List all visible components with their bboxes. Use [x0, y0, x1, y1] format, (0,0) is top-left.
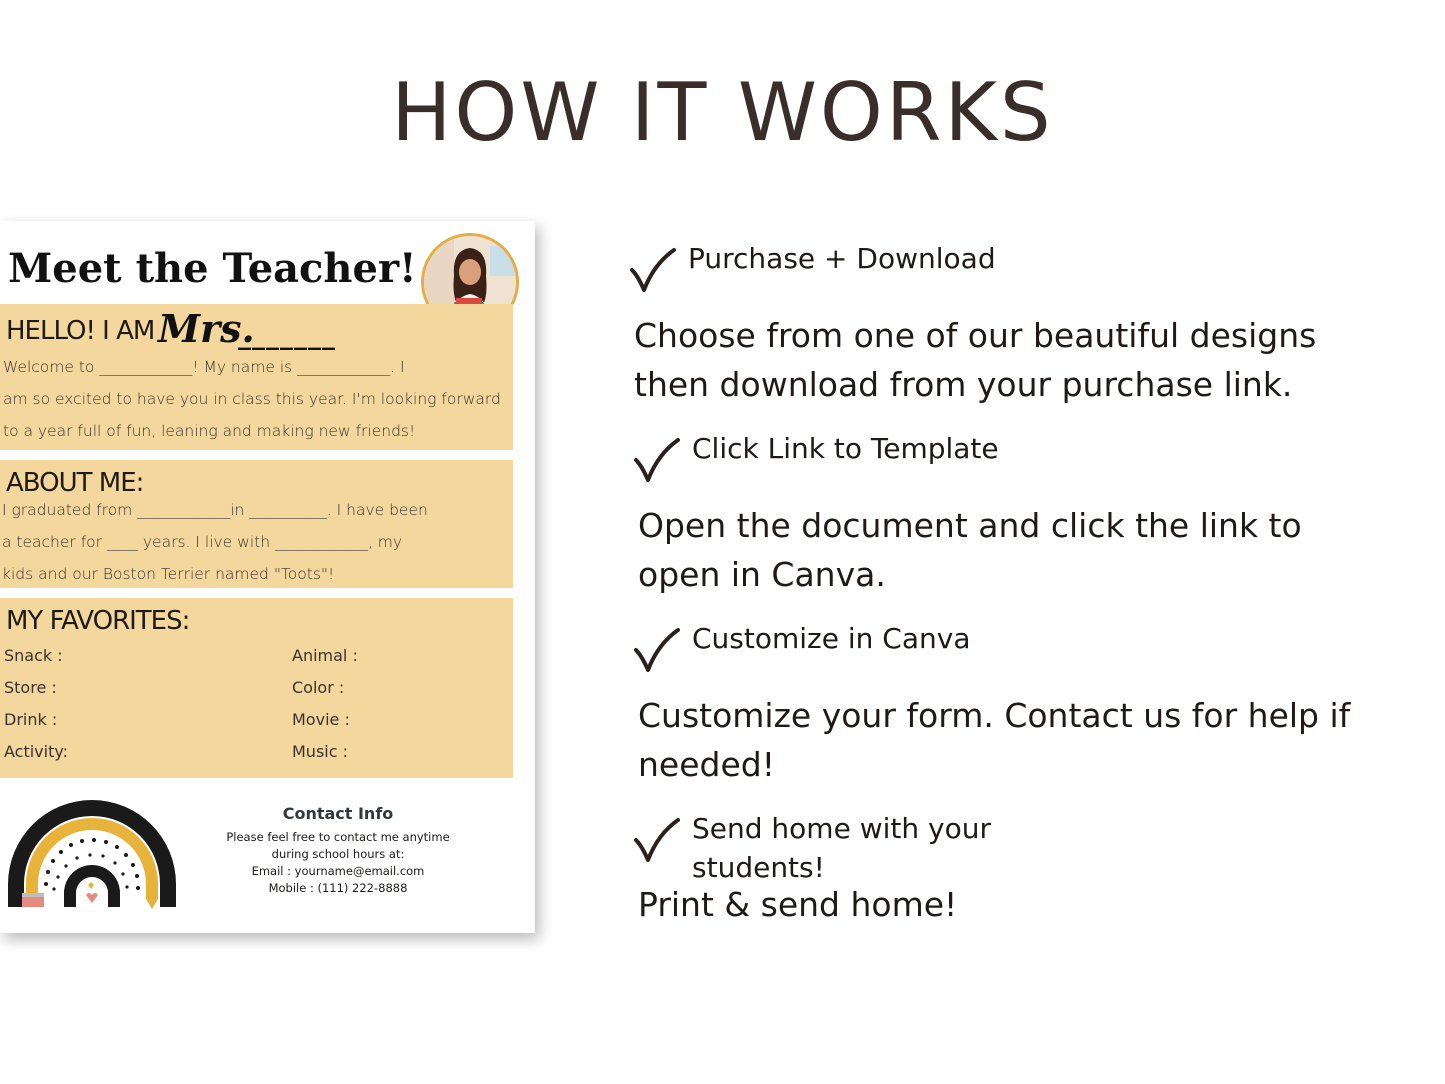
about-section: [0, 460, 513, 588]
name-blank: _______: [238, 321, 336, 351]
hello-line: am so excited to have you in class this year. I'm looking forward: [3, 390, 501, 408]
page-title: HOW IT WORKS: [391, 66, 1054, 159]
check-icon: [632, 816, 680, 864]
rainbow-pencil-illustration: [2, 789, 182, 914]
favorite-color: Color :: [292, 678, 345, 697]
check-icon: [632, 436, 680, 484]
contact-mobile: Mobile : (111) 222-8888: [268, 881, 408, 895]
step-4-title: Send home with your: [692, 812, 991, 845]
favorite-music: Music :: [292, 742, 348, 761]
favorite-store: Store :: [4, 678, 57, 697]
step-1-description: [634, 311, 1316, 409]
flyer-title: Meet the Teacher!: [8, 245, 417, 292]
step-4-desc-line: Print & send home!: [638, 885, 958, 924]
contact-line: Please feel free to contact me anytime: [226, 830, 450, 844]
about-line: a teacher for ____ years. I live with ____________, my: [2, 533, 403, 551]
step-2-description: [638, 501, 1302, 599]
step-3-description: [638, 691, 1350, 789]
favorite-animal: Animal :: [292, 646, 358, 665]
hello-line: to a year full of fun, leaning and making new friends!: [3, 422, 416, 440]
favorites-label: MY FAVORITES:: [6, 606, 190, 636]
step-2-desc-line: Open the document and click the link to: [638, 506, 1302, 545]
hello-line: Welcome to ____________! My name is ____________. I: [3, 358, 405, 376]
about-text: [2, 494, 507, 590]
step-2-desc-line: open in Canva.: [638, 555, 886, 594]
step-4-title-line-2: students!: [692, 851, 825, 884]
flyer-preview: [0, 221, 535, 933]
hello-text: [3, 351, 508, 447]
contact-email: Email : yourname@email.com: [251, 864, 425, 878]
contact-line: during school hours at:: [271, 847, 405, 861]
step-1-desc-line: Choose from one of our beautiful designs: [634, 316, 1317, 355]
check-icon: [632, 626, 680, 674]
about-line: kids and our Boston Terrier named "Toots"!: [2, 565, 335, 583]
about-label: ABOUT ME:: [6, 468, 144, 498]
favorite-snack: Snack :: [4, 646, 63, 665]
check-icon: [628, 246, 676, 294]
step-3-desc-line: Customize your form. Contact us for help if: [638, 696, 1351, 735]
step-2-title: Click Link to Template: [692, 432, 999, 465]
contact-title: Contact Info: [282, 804, 394, 823]
contact-info: [202, 804, 474, 897]
step-3-desc-line: needed!: [638, 745, 775, 784]
favorites-section: [0, 598, 513, 778]
step-4-description: [638, 880, 957, 929]
honorific: Mrs.: [158, 306, 255, 351]
step-1-title: Purchase + Download: [688, 242, 996, 275]
hello-section: [0, 304, 513, 450]
step-1-desc-line: then download from your purchase link.: [634, 365, 1293, 404]
favorite-movie: Movie :: [292, 710, 350, 729]
favorite-drink: Drink :: [4, 710, 58, 729]
step-3-title: Customize in Canva: [692, 622, 971, 655]
about-line: I graduated from ____________in __________. I have been: [2, 501, 428, 519]
favorite-activity: Activity:: [4, 742, 69, 761]
hello-label: HELLO! I AM: [6, 316, 155, 346]
